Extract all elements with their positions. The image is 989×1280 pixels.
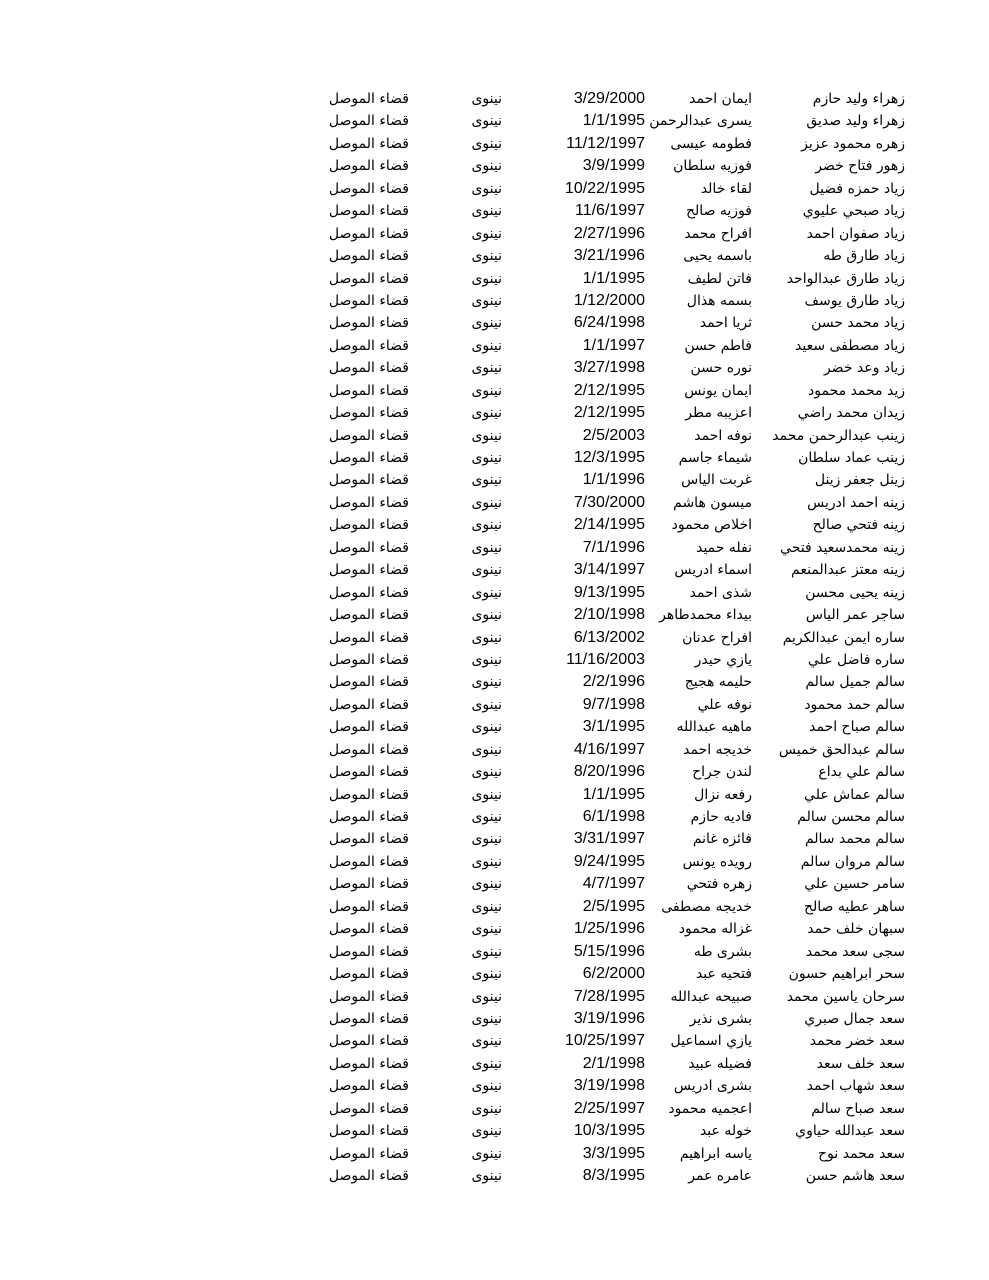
- district: قضاء الموصل: [328, 270, 409, 287]
- mother-name: ماهيه عبدالله: [676, 719, 752, 736]
- record-row: [0, 1098, 989, 1120]
- mother-name: خديجه احمد: [683, 741, 752, 758]
- district: قضاء الموصل: [328, 809, 409, 825]
- district: قضاء الموصل: [328, 943, 409, 960]
- record-row: [0, 492, 989, 514]
- birth-date: 7/1/1996: [582, 538, 645, 556]
- governorate: نينوى: [471, 382, 502, 399]
- person-name: زينل جعفر زينل: [814, 472, 905, 489]
- person-name: زينه فتحي صالح: [812, 517, 905, 534]
- mother-name: بشرى نذير: [689, 1010, 752, 1027]
- birth-date: 12/3/1995: [573, 449, 645, 466]
- mother-name: اعجميه محمود: [668, 1100, 752, 1117]
- birth-date: 3/21/1996: [573, 247, 645, 265]
- governorate: نينوى: [471, 966, 502, 983]
- governorate: نينوى: [471, 898, 502, 915]
- mother-name: عامره عمر: [688, 1168, 752, 1184]
- person-name: سالم جميل سالم: [805, 674, 905, 691]
- governorate: نينوى: [471, 494, 502, 511]
- governorate: نينوى: [471, 674, 502, 691]
- record-row: [0, 582, 989, 604]
- record-row: [0, 514, 989, 536]
- mother-name: لندن جراح: [692, 764, 752, 781]
- mother-name: ثريا احمد: [699, 315, 752, 332]
- mother-name: يسرى عبدالرحمن: [649, 113, 752, 130]
- mother-name: غزاله محمود: [678, 921, 752, 938]
- birth-date: 2/12/1995: [573, 381, 645, 399]
- birth-date: 2/1/1998: [582, 1054, 645, 1072]
- mother-name: اخلاص محمود: [671, 517, 752, 534]
- person-name: زهور فتاح خضر: [815, 158, 905, 175]
- record-row: [0, 1075, 989, 1097]
- person-name: زهراء وليد صديق: [806, 113, 905, 130]
- birth-date: 11/16/2003: [566, 650, 645, 668]
- record-row: [0, 200, 989, 222]
- person-name: زينه معتز عبدالمنعم: [791, 562, 905, 579]
- mother-name: ميسون هاشم: [673, 494, 752, 511]
- governorate: نينوى: [471, 741, 502, 758]
- person-name: زياد محمد حسن: [811, 315, 905, 332]
- record-row: [0, 627, 989, 649]
- birth-date: 2/27/1996: [573, 224, 645, 242]
- birth-date: 10/25/1997: [564, 1032, 645, 1050]
- person-name: زينب عماد سلطان: [798, 450, 905, 466]
- person-name: سالم عماش علي: [804, 786, 905, 803]
- record-row: [0, 88, 989, 110]
- governorate: نينوى: [471, 607, 502, 624]
- district: قضاء الموصل: [328, 921, 409, 938]
- district: قضاء الموصل: [328, 831, 409, 848]
- governorate: نينوى: [471, 921, 502, 938]
- district: قضاء الموصل: [328, 203, 409, 220]
- district: قضاء الموصل: [328, 1055, 409, 1072]
- person-name: سعد صباح سالم: [811, 1100, 905, 1117]
- person-name: سالم مروان سالم: [800, 853, 905, 870]
- mother-name: شذى احمد: [689, 584, 752, 601]
- district: قضاء الموصل: [328, 248, 409, 265]
- record-row: [0, 873, 989, 895]
- record-row: [0, 335, 989, 357]
- record-row: [0, 1030, 989, 1052]
- person-name: سعد محمد نوح: [818, 1145, 905, 1162]
- person-name: سجى سعد محمد: [805, 943, 905, 960]
- mother-name: يازي حيدر: [694, 651, 752, 668]
- person-name: سعد خضر محمد: [809, 1033, 905, 1050]
- mother-name: فطومه عيسى: [670, 135, 752, 152]
- district: قضاء الموصل: [328, 1078, 409, 1095]
- mother-name: غربت الياس: [681, 472, 752, 489]
- record-row: [0, 941, 989, 963]
- district: قضاء الموصل: [328, 764, 409, 781]
- mother-name: افراح محمد: [684, 225, 752, 242]
- mother-name: فائزه غانم: [692, 831, 752, 848]
- record-row: [0, 447, 989, 469]
- mother-name: فاتن لطيف: [687, 270, 752, 287]
- governorate: نينوى: [471, 517, 502, 534]
- governorate: نينوى: [471, 539, 502, 556]
- district: قضاء الموصل: [328, 966, 409, 983]
- person-name: زياد صبحي عليوي: [802, 203, 905, 220]
- person-name: زياد طارق عبدالواحد: [786, 270, 905, 287]
- mother-name: بيداء محمدطاهر: [659, 607, 752, 624]
- record-row: [0, 1053, 989, 1075]
- person-name: زينه محمدسعيد فتحي: [780, 539, 905, 556]
- district: قضاء الموصل: [328, 225, 409, 242]
- person-name: زياد حمزه فضيل: [809, 180, 905, 197]
- mother-name: باسمه يحيى: [683, 248, 752, 265]
- birth-date: 3/19/1998: [573, 1077, 645, 1095]
- governorate: نينوى: [471, 1123, 502, 1140]
- mother-name: فاطم حسن: [684, 337, 752, 354]
- birth-date: 2/25/1997: [573, 1099, 645, 1117]
- district: قضاء الموصل: [328, 674, 409, 691]
- record-row: [0, 986, 989, 1008]
- district: قضاء الموصل: [328, 180, 409, 197]
- governorate: نينوى: [471, 831, 502, 848]
- person-name: سرحان ياسين محمد: [786, 988, 905, 1005]
- mother-name: اسماء ادريس: [674, 562, 752, 579]
- birth-date: 1/25/1996: [573, 920, 645, 938]
- mother-name: اعزيبه مطر: [685, 405, 752, 422]
- governorate: نينوى: [471, 450, 502, 466]
- district: قضاء الموصل: [328, 607, 409, 624]
- record-row: [0, 1143, 989, 1165]
- record-row: [0, 425, 989, 447]
- birth-date: 7/30/2000: [573, 493, 645, 511]
- birth-date: 1/1/1995: [582, 112, 645, 130]
- record-row: [0, 223, 989, 245]
- governorate: نينوى: [471, 696, 502, 713]
- district: قضاء الموصل: [328, 1168, 409, 1184]
- birth-date: 3/3/1995: [582, 1144, 645, 1162]
- district: قضاء الموصل: [328, 539, 409, 556]
- mother-name: خديجه مصطفى: [661, 898, 752, 915]
- governorate: نينوى: [471, 405, 502, 422]
- governorate: نينوى: [471, 135, 502, 152]
- mother-name: خوله عبد: [699, 1123, 752, 1140]
- birth-date: 3/29/2000: [573, 90, 645, 107]
- person-name: سالم صباح احمد: [809, 719, 905, 736]
- mother-name: ايمان احمد: [689, 91, 752, 107]
- person-name: زياد طارق طه: [823, 248, 905, 265]
- governorate: نينوى: [471, 1145, 502, 1162]
- record-row: [0, 312, 989, 334]
- person-name: سحر ابراهيم حسون: [788, 966, 905, 983]
- governorate: نينوى: [471, 853, 502, 870]
- governorate: نينوى: [471, 427, 502, 444]
- record-row: [0, 402, 989, 424]
- district: قضاء الموصل: [328, 876, 409, 893]
- birth-date: 9/13/1995: [573, 583, 645, 601]
- person-name: زياد وعد خضر: [823, 360, 905, 377]
- mother-name: لقاء خالد: [700, 180, 752, 197]
- district: قضاء الموصل: [328, 786, 409, 803]
- birth-date: 6/24/1998: [573, 314, 645, 332]
- mother-name: فتحيه عبد: [695, 966, 752, 983]
- mother-name: يازي اسماعيل: [670, 1033, 752, 1050]
- birth-date: 10/3/1995: [573, 1122, 645, 1140]
- birth-date: 2/5/2003: [582, 426, 645, 444]
- birth-date: 3/27/1998: [573, 359, 645, 377]
- person-name: ساجر عمر الياس: [805, 607, 905, 624]
- record-row: [0, 694, 989, 716]
- record-row: [0, 671, 989, 693]
- district: قضاء الموصل: [328, 382, 409, 399]
- record-row: [0, 828, 989, 850]
- mother-name: فاديه حازم: [690, 809, 752, 825]
- birth-date: 7/28/1995: [573, 987, 645, 1005]
- governorate: نينوى: [471, 876, 502, 893]
- district: قضاء الموصل: [328, 113, 409, 130]
- birth-date: 4/7/1997: [582, 875, 645, 893]
- governorate: نينوى: [471, 315, 502, 332]
- governorate: نينوى: [471, 1168, 502, 1184]
- birth-date: 6/2/2000: [582, 965, 645, 983]
- birth-date: 6/1/1998: [582, 808, 645, 825]
- birth-date: 3/1/1995: [582, 718, 645, 736]
- person-name: سالم حمد محمود: [804, 696, 905, 713]
- person-name: ساره فاضل علي: [807, 651, 905, 668]
- governorate: نينوى: [471, 225, 502, 242]
- record-row: [0, 1120, 989, 1142]
- mother-name: فوزيه سلطان: [673, 158, 752, 175]
- district: قضاء الموصل: [328, 91, 409, 107]
- birth-date: 1/1/1995: [582, 269, 645, 287]
- mother-name: ياسه ابراهيم: [679, 1145, 752, 1162]
- person-name: سعد هاشم حسن: [805, 1168, 905, 1184]
- person-name: زينب عبدالرحمن محمد: [772, 427, 905, 444]
- record-row: [0, 784, 989, 806]
- district: قضاء الموصل: [328, 517, 409, 534]
- birth-date: 1/12/2000: [573, 291, 645, 309]
- governorate: نينوى: [471, 764, 502, 781]
- governorate: نينوى: [471, 1010, 502, 1027]
- birth-date: 4/16/1997: [573, 740, 645, 758]
- governorate: نينوى: [471, 629, 502, 646]
- person-name: زيدان محمد راضي: [797, 405, 905, 422]
- district: قضاء الموصل: [328, 427, 409, 444]
- district: قضاء الموصل: [328, 719, 409, 736]
- record-row: [0, 851, 989, 873]
- mother-name: حليمه هجيج: [684, 674, 752, 691]
- governorate: نينوى: [471, 584, 502, 601]
- governorate: نينوى: [471, 988, 502, 1005]
- record-row: [0, 559, 989, 581]
- governorate: نينوى: [471, 562, 502, 579]
- mother-name: رويده يونس: [682, 853, 752, 870]
- record-row: [0, 716, 989, 738]
- district: قضاء الموصل: [328, 494, 409, 511]
- record-row: [0, 963, 989, 985]
- district: قضاء الموصل: [328, 472, 409, 489]
- governorate: نينوى: [471, 337, 502, 354]
- record-row: [0, 918, 989, 940]
- person-name: سالم محسن سالم: [797, 809, 905, 825]
- mother-name: نوره حسن: [690, 360, 752, 377]
- district: قضاء الموصل: [328, 450, 409, 466]
- record-row: [0, 178, 989, 200]
- governorate: نينوى: [471, 1033, 502, 1050]
- birth-date: 9/7/1998: [582, 695, 645, 713]
- district: قضاء الموصل: [328, 1010, 409, 1027]
- birth-date: 3/19/1996: [573, 1009, 645, 1027]
- record-row: [0, 604, 989, 626]
- district: قضاء الموصل: [328, 1033, 409, 1050]
- district: قضاء الموصل: [328, 292, 409, 309]
- person-name: زهراء وليد حازم: [812, 91, 905, 107]
- birth-date: 2/5/1995: [582, 897, 645, 915]
- mother-name: افراح عدنان: [682, 629, 752, 646]
- record-row: [0, 357, 989, 379]
- mother-name: بسمه هذال: [686, 292, 752, 309]
- mother-name: رفعه نزال: [694, 786, 752, 803]
- governorate: نينوى: [471, 786, 502, 803]
- governorate: نينوى: [471, 270, 502, 287]
- district: قضاء الموصل: [328, 562, 409, 579]
- district: قضاء الموصل: [328, 360, 409, 377]
- person-name: سالم عبدالحق خميس: [778, 741, 905, 758]
- mother-name: صبيحه عبدالله: [670, 988, 752, 1005]
- record-row: [0, 761, 989, 783]
- birth-date: 5/15/1996: [573, 942, 645, 960]
- mother-name: نفله حميد: [696, 539, 752, 556]
- governorate: نينوى: [471, 1078, 502, 1095]
- records-list: [0, 88, 989, 1187]
- record-row: [0, 268, 989, 290]
- governorate: نينوى: [471, 472, 502, 489]
- governorate: نينوى: [471, 203, 502, 220]
- record-row: [0, 133, 989, 155]
- person-name: زياد صفوان احمد: [806, 225, 905, 242]
- birth-date: 9/24/1995: [573, 852, 645, 870]
- mother-name: نوفه احمد: [694, 427, 752, 444]
- governorate: نينوى: [471, 1055, 502, 1072]
- record-row: [0, 290, 989, 312]
- governorate: نينوى: [471, 158, 502, 175]
- district: قضاء الموصل: [328, 584, 409, 601]
- record-row: [0, 806, 989, 828]
- person-name: سالم علي بداع: [818, 764, 905, 781]
- district: قضاء الموصل: [328, 1145, 409, 1162]
- person-name: زياد مصطفى سعيد: [795, 337, 905, 354]
- birth-date: 8/20/1996: [573, 763, 645, 781]
- birth-date: 1/1/1995: [582, 785, 645, 803]
- birth-date: 1/1/1997: [582, 336, 645, 354]
- birth-date: 6/13/2002: [573, 628, 645, 646]
- governorate: نينوى: [471, 809, 502, 825]
- record-row: [0, 896, 989, 918]
- mother-name: زهره فتحي: [686, 876, 752, 893]
- person-name: زهره محمود عزيز: [801, 135, 905, 152]
- district: قضاء الموصل: [328, 1123, 409, 1140]
- governorate: نينوى: [471, 360, 502, 377]
- birth-date: 11/12/1997: [566, 134, 645, 152]
- person-name: سعد جمال صبري: [804, 1010, 905, 1027]
- governorate: نينوى: [471, 292, 502, 309]
- record-row: [0, 1008, 989, 1030]
- record-row: [0, 1165, 989, 1187]
- person-name: ساهر عطيه صالح: [803, 898, 905, 915]
- record-row: [0, 245, 989, 267]
- birth-date: 8/3/1995: [582, 1167, 645, 1184]
- person-name: سالم محمد سالم: [804, 831, 905, 848]
- mother-name: بشرى ادريس: [673, 1078, 752, 1095]
- district: قضاء الموصل: [328, 158, 409, 175]
- district: قضاء الموصل: [328, 651, 409, 668]
- mother-name: ايمان يونس: [684, 382, 752, 399]
- birth-date: 2/10/1998: [573, 606, 645, 624]
- birth-date: 1/1/1996: [582, 471, 645, 489]
- record-row: [0, 537, 989, 559]
- mother-name: بشرى طه: [693, 943, 752, 960]
- governorate: نينوى: [471, 1100, 502, 1117]
- record-row: [0, 649, 989, 671]
- mother-name: شيماء جاسم: [678, 450, 752, 466]
- governorate: نينوى: [471, 248, 502, 265]
- person-name: زياد طارق يوسف: [804, 292, 905, 309]
- birth-date: 2/12/1995: [573, 404, 645, 422]
- birth-date: 10/22/1995: [564, 179, 645, 197]
- birth-date: 3/31/1997: [573, 830, 645, 848]
- person-name: سامر حسين علي: [804, 876, 905, 893]
- district: قضاء الموصل: [328, 853, 409, 870]
- record-row: [0, 380, 989, 402]
- record-row: [0, 155, 989, 177]
- birth-date: 11/6/1997: [575, 202, 645, 220]
- person-name: زيد محمد محمود: [808, 382, 905, 399]
- district: قضاء الموصل: [328, 741, 409, 758]
- district: قضاء الموصل: [328, 1100, 409, 1117]
- birth-date: 2/14/1995: [573, 516, 645, 534]
- district: قضاء الموصل: [328, 988, 409, 1005]
- governorate: نينوى: [471, 180, 502, 197]
- person-name: سعد عبدالله حياوي: [795, 1123, 905, 1140]
- birth-date: 3/9/1999: [582, 157, 645, 175]
- person-name: سبهان خلف حمد: [807, 921, 905, 938]
- district: قضاء الموصل: [328, 898, 409, 915]
- mother-name: فضيله عبيد: [688, 1055, 752, 1072]
- mother-name: فوزيه صالح: [686, 203, 752, 220]
- district: قضاء الموصل: [328, 337, 409, 354]
- person-name: سعد خلف سعد: [816, 1055, 905, 1072]
- district: قضاء الموصل: [328, 405, 409, 422]
- record-row: [0, 110, 989, 132]
- district: قضاء الموصل: [328, 135, 409, 152]
- governorate: نينوى: [471, 719, 502, 736]
- governorate: نينوى: [471, 943, 502, 960]
- district: قضاء الموصل: [328, 315, 409, 332]
- person-name: زينه احمد ادريس: [807, 494, 905, 511]
- governorate: نينوى: [471, 91, 502, 107]
- mother-name: نوفه علي: [697, 696, 752, 713]
- person-name: ساره ايمن عبدالكريم: [782, 629, 905, 646]
- governorate: نينوى: [471, 651, 502, 668]
- record-row: [0, 469, 989, 491]
- governorate: نينوى: [471, 113, 502, 130]
- district: قضاء الموصل: [328, 696, 409, 713]
- birth-date: 3/14/1997: [573, 561, 645, 579]
- birth-date: 2/2/1996: [582, 673, 645, 691]
- person-name: زينه يحيى محسن: [805, 584, 905, 601]
- district: قضاء الموصل: [328, 629, 409, 646]
- record-row: [0, 739, 989, 761]
- person-name: سعد شهاب احمد: [806, 1078, 905, 1095]
